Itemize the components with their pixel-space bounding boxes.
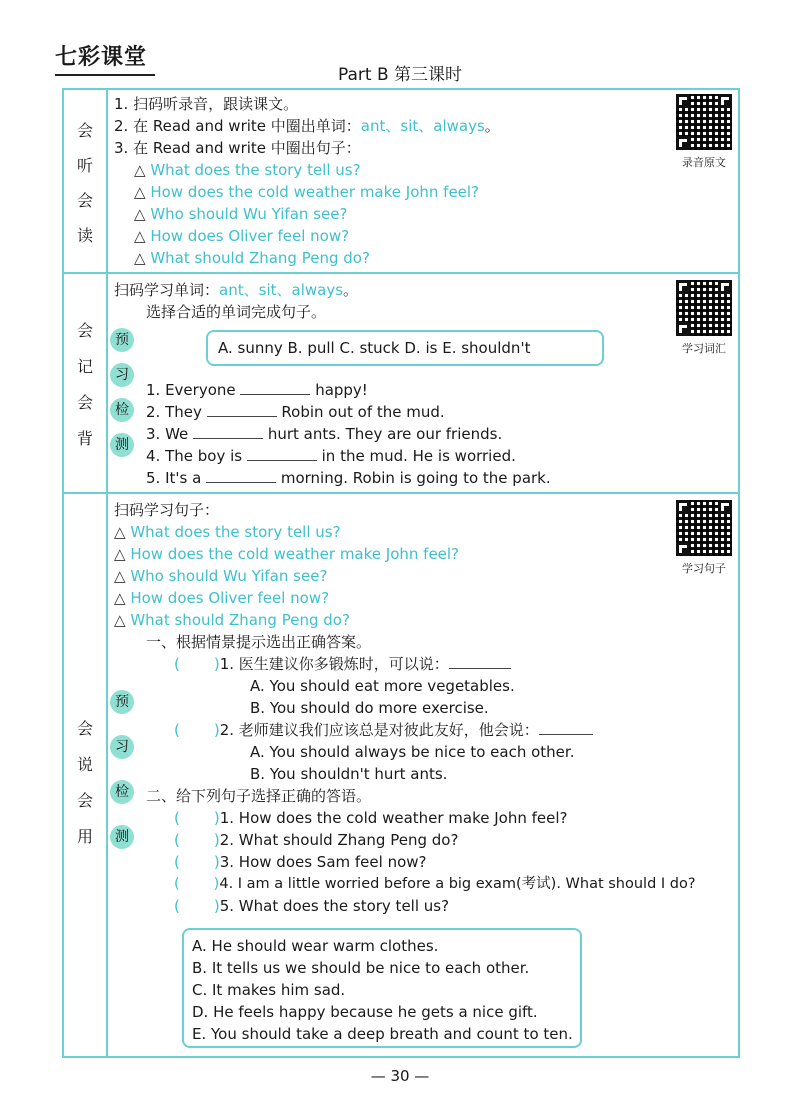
qr-code-icon[interactable]: [676, 280, 732, 336]
answer-blank[interactable]: [539, 720, 593, 735]
sentence-item: △ What does the story tell us?: [134, 161, 361, 179]
answer-option: E. You should take a deep breath and count to ten.: [192, 1025, 573, 1043]
preview-badge: 检: [110, 780, 134, 804]
fill-blank-item: 1. Everyone happy!: [146, 381, 368, 399]
instruction-3: 3. 在 Read and write 中圈出句子：: [114, 139, 361, 157]
match-question: ( )3. How does Sam feel now?: [174, 853, 427, 871]
preview-badge: 测: [110, 825, 134, 849]
choice-option: B. You shouldn't hurt ants.: [250, 765, 448, 783]
qr-caption: 录音原文: [682, 156, 726, 169]
answer-blank[interactable]: [247, 446, 317, 461]
section-side-label: 会 听 会 读: [64, 90, 108, 272]
sentence-item: △ Who should Wu Yifan see?: [114, 567, 328, 585]
answer-blank[interactable]: [206, 468, 276, 483]
scan-words-line: 扫码学习单词：ant、sit、always。: [114, 281, 359, 299]
sentence-item: △ How does the cold weather make John feel?: [134, 183, 480, 201]
sentence-item: △ How does Oliver feel now?: [134, 227, 350, 245]
qr-caption: 学习词汇: [682, 342, 726, 355]
match-question: ( )4. I am a little worried before a big exam(考试). What should I do?: [174, 876, 696, 892]
section-speak-use: [64, 494, 738, 1056]
sentence-item: △ Who should Wu Yifan see?: [134, 205, 348, 223]
section-listen-read: [64, 90, 738, 274]
preview-badge: 测: [110, 433, 134, 457]
part2-title: 二、给下列句子选择正确的答语。: [146, 787, 372, 805]
exercise-instruction: 选择合适的单词完成句子。: [146, 303, 327, 321]
qr-caption: 学习句子: [682, 562, 726, 575]
choice-question: ( )1. 医生建议你多锻炼时，可以说：: [174, 654, 511, 674]
scan-sentences-line: 扫码学习句子：: [114, 501, 220, 519]
preview-badge: 预: [110, 328, 134, 352]
fill-blank-item: 3. We hurt ants. They are our friends.: [146, 425, 503, 443]
preview-badge: 习: [110, 363, 134, 387]
part1-title: 一、根据情景提示选出正确答案。: [146, 633, 372, 651]
answer-option: D. He feels happy because he gets a nice gift.: [192, 1003, 538, 1021]
answer-blank[interactable]: [193, 424, 263, 439]
match-question: ( )5. What does the story tell us?: [174, 897, 450, 915]
sentence-item: △ What does the story tell us?: [114, 523, 341, 541]
page-number: — 30 —: [370, 1067, 430, 1085]
choice-option: A. You should always be nice to each other.: [250, 743, 575, 761]
answer-option: B. It tells us we should be nice to each other.: [192, 959, 530, 977]
fill-blank-item: 4. The boy is in the mud. He is worried.: [146, 447, 516, 465]
page-title: Part B 第三课时: [337, 65, 463, 85]
match-question: ( )2. What should Zhang Peng do?: [174, 831, 459, 849]
worksheet-frame: [62, 88, 740, 1058]
section-memorize: [64, 274, 738, 494]
word-options-box: A. sunny B. pull C. stuck D. is E. shouldn't: [206, 330, 604, 366]
sentence-item: △ What should Zhang Peng do?: [134, 249, 370, 267]
section-side-label: 会 说 会 用: [64, 494, 108, 1056]
preview-badge: 预: [110, 690, 134, 714]
instruction-2: 2. 在 Read and write 中圈出单词：ant、sit、always。: [114, 117, 500, 135]
choice-option: B. You should do more exercise.: [250, 699, 489, 717]
choice-question: ( )2. 老师建议我们应该总是对彼此友好，他会说：: [174, 720, 593, 740]
answer-blank[interactable]: [207, 402, 277, 417]
instruction-1: 1. 扫码听录音，跟读课文。: [114, 95, 299, 113]
qr-code-icon[interactable]: [676, 94, 732, 150]
logo-text: 七彩课堂: [55, 44, 148, 70]
sentence-item: △ How does the cold weather make John feel?: [114, 545, 460, 563]
answer-options-box: [182, 928, 582, 1048]
qr-code-icon[interactable]: [676, 500, 732, 556]
section-side-label: 会 记 会 背: [64, 274, 108, 492]
preview-badge: 检: [110, 398, 134, 422]
sentence-item: △ How does Oliver feel now?: [114, 589, 330, 607]
fill-blank-item: 2. They Robin out of the mud.: [146, 403, 445, 421]
match-question: ( )1. How does the cold weather make John feel?: [174, 809, 568, 827]
answer-option: C. It makes him sad.: [192, 981, 346, 999]
answer-option: A. He should wear warm clothes.: [192, 937, 439, 955]
answer-blank[interactable]: [240, 380, 310, 395]
answer-blank[interactable]: [449, 654, 511, 669]
preview-badge: 习: [110, 735, 134, 759]
sentence-item: △ What should Zhang Peng do?: [114, 611, 350, 629]
fill-blank-item: 5. It's a morning. Robin is going to the park.: [146, 469, 551, 487]
choice-option: A. You should eat more vegetables.: [250, 677, 515, 695]
